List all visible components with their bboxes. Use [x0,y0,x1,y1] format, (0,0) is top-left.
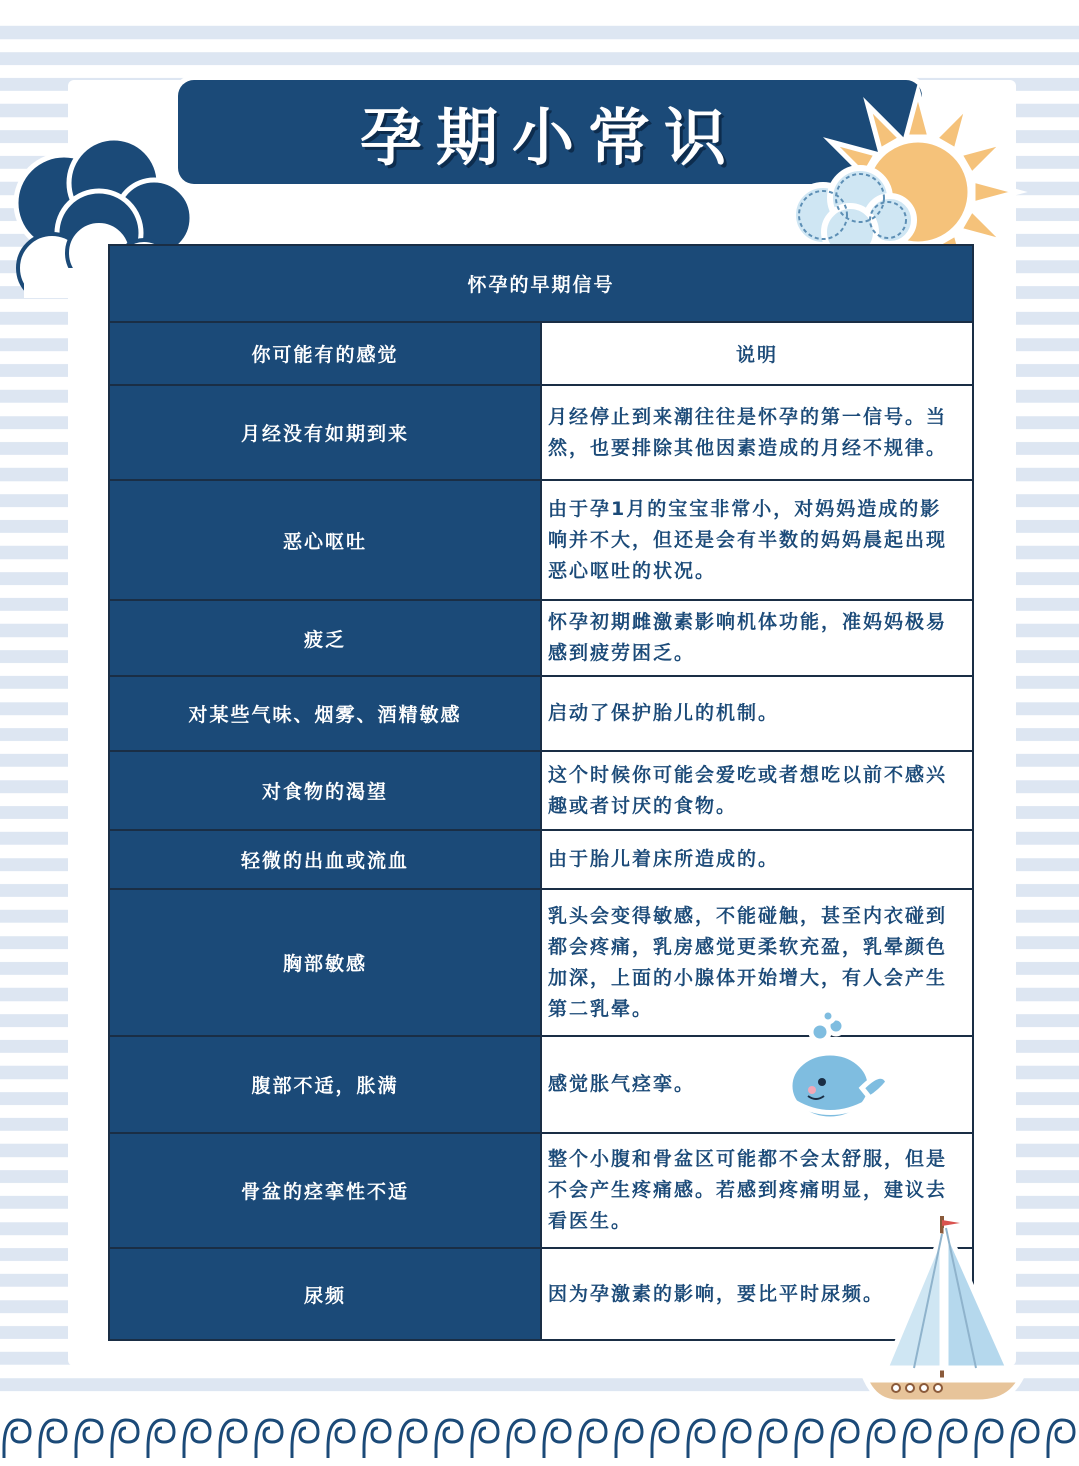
column-header-feeling: 你可能有的感觉 [109,322,541,385]
table-row [109,385,973,480]
table-row [109,1248,973,1340]
note-cell: 乳头会变得敏感，不能碰触，甚至内衣碰到都会疼痛，乳房感觉更柔软充盈，乳晕颜色加深，上面的小腺体开始增大，有人会产生第二乳晕。 [541,889,973,1036]
table-row [109,1133,973,1248]
note-cell: 由于孕1月的宝宝非常小，对妈妈造成的影响并不大，但还是会有半数的妈妈晨起出现恶心呕吐的状况。 [541,480,973,600]
wave-pattern [0,1402,1079,1466]
signals-table [108,244,974,1341]
note-cell: 这个时候你可能会爱吃或者想吃以前不感兴趣或者讨厌的食物。 [541,751,973,830]
sailboat-icon [858,1208,1028,1408]
column-header-note: 说明 [541,322,973,385]
note-cell: 整个小腹和骨盆区可能都不会太舒服，但是不会产生疼痛感。若感到疼痛明显，建议去看医生。 [541,1133,973,1248]
feeling-cell: 恶心呕吐 [109,480,541,600]
feeling-cell: 对某些气味、烟雾、酒精敏感 [109,676,541,751]
feeling-cell: 疲乏 [109,600,541,676]
feeling-cell: 轻微的出血或流血 [109,830,541,889]
table-heading: 怀孕的早期信号 [109,245,973,322]
table-row [109,751,973,830]
table-row [109,830,973,889]
table-row [109,600,973,676]
note-cell: 启动了保护胎儿的机制。 [541,676,973,751]
table-row [109,676,973,751]
feeling-cell: 尿频 [109,1248,541,1340]
note-cell: 因为孕激素的影响，要比平时尿频。 [541,1248,973,1340]
note-cell: 由于胎儿着床所造成的。 [541,830,973,889]
feeling-cell: 对食物的渴望 [109,751,541,830]
feeling-cell: 骨盆的痉挛性不适 [109,1133,541,1248]
page-title: 孕期小常识 [359,100,740,174]
feeling-cell: 月经没有如期到来 [109,385,541,480]
table-row [109,480,973,600]
note-cell: 感觉胀气痉挛。 [541,1036,973,1133]
feeling-cell: 胸部敏感 [109,889,541,1036]
whale-icon [782,1008,894,1126]
note-cell: 怀孕初期雌激素影响机体功能，准妈妈极易感到疲劳困乏。 [541,600,973,676]
feeling-cell: 腹部不适，胀满 [109,1036,541,1133]
note-cell: 月经停止到来潮往往是怀孕的第一信号。当然，也要排除其他因素造成的月经不规律。 [541,385,973,480]
top-strip [0,0,1079,22]
wave-border [0,1402,1079,1466]
